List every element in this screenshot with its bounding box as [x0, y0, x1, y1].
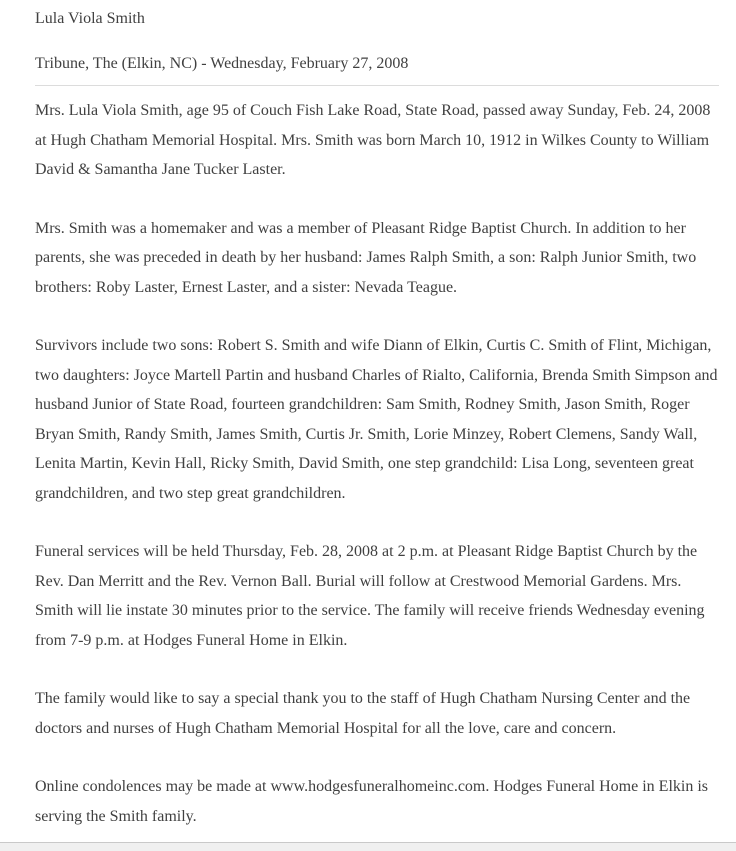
intro-paragraph: Mrs. Lula Viola Smith, age 95 of Couch Fish Lake Road, State Road, passed away Sunday, Feb. 24, 2008 at Hugh Chatham Memorial Hospital. Mrs. Smith was born March 10, 1912 in Wilkes County to William David & Samantha Jane Tucker Laster.	[35, 102, 711, 178]
survivors-paragraph: Survivors include two sons: Robert S. Smith and wife Diann of Elkin, Curtis C. Smith of Flint, Michigan, two daughters: Joyce Martell Partin and husband Charles of Rialto, California, Brenda Smith Simpson and husband Junior of State Road, fourteen grandchildren: Sam Smith, Rodney Smith, Jason Smith, Roger Bryan Smith, Randy Smith, James Smith, Curtis Jr. Smith, Lorie Minzey, Robert Clemens, Sandy Wall, Lenita Martin, Kevin Hall, Ricky Smith, David Smith, one step grandchild: Lisa Long, seventeen great grandchildren, and two step great grandchildren.	[35, 337, 718, 502]
funeral-services-paragraph: Funeral services will be held Thursday, Feb. 28, 2008 at 2 p.m. at Pleasant Ridge Baptist Church by the Rev. Dan Merritt and the Rev. Vernon Ball. Burial will follow at Crestwood Memorial Gardens. Mrs. Smith will lie instate 30 minutes prior to the service. The family will receive friends Wednesday evening from 7-9 p.m. at Hodges Funeral Home in Elkin.	[35, 543, 705, 649]
condolences-paragraph: Online condolences may be made at www.hodgesfuneralhomeinc.com. Hodges Funeral Home in Elkin is serving the Smith family.	[35, 778, 709, 825]
thank-you-paragraph: The family would like to say a special thank you to the staff of Hugh Chatham Nursing Center and the doctors and nurses of Hugh Chatham Memorial Hospital for all the love, care and concern.	[35, 690, 691, 737]
obituary-title: Lula Viola Smith	[35, 10, 145, 27]
publication-line: Tribune, The (Elkin, NC) - Wednesday, February 27, 2008	[35, 54, 409, 72]
divider	[35, 85, 719, 86]
horizontal-scrollbar-track[interactable]	[0, 842, 736, 851]
predeceased-paragraph: Mrs. Smith was a homemaker and was a member of Pleasant Ridge Baptist Church. In addition to her parents, she was preceded in death by her husband: James Ralph Smith, a son: Ralph Junior Smith, two brothers: Roby Laster, Ernest Laster, and a sister: Nevada Teague.	[35, 219, 697, 296]
